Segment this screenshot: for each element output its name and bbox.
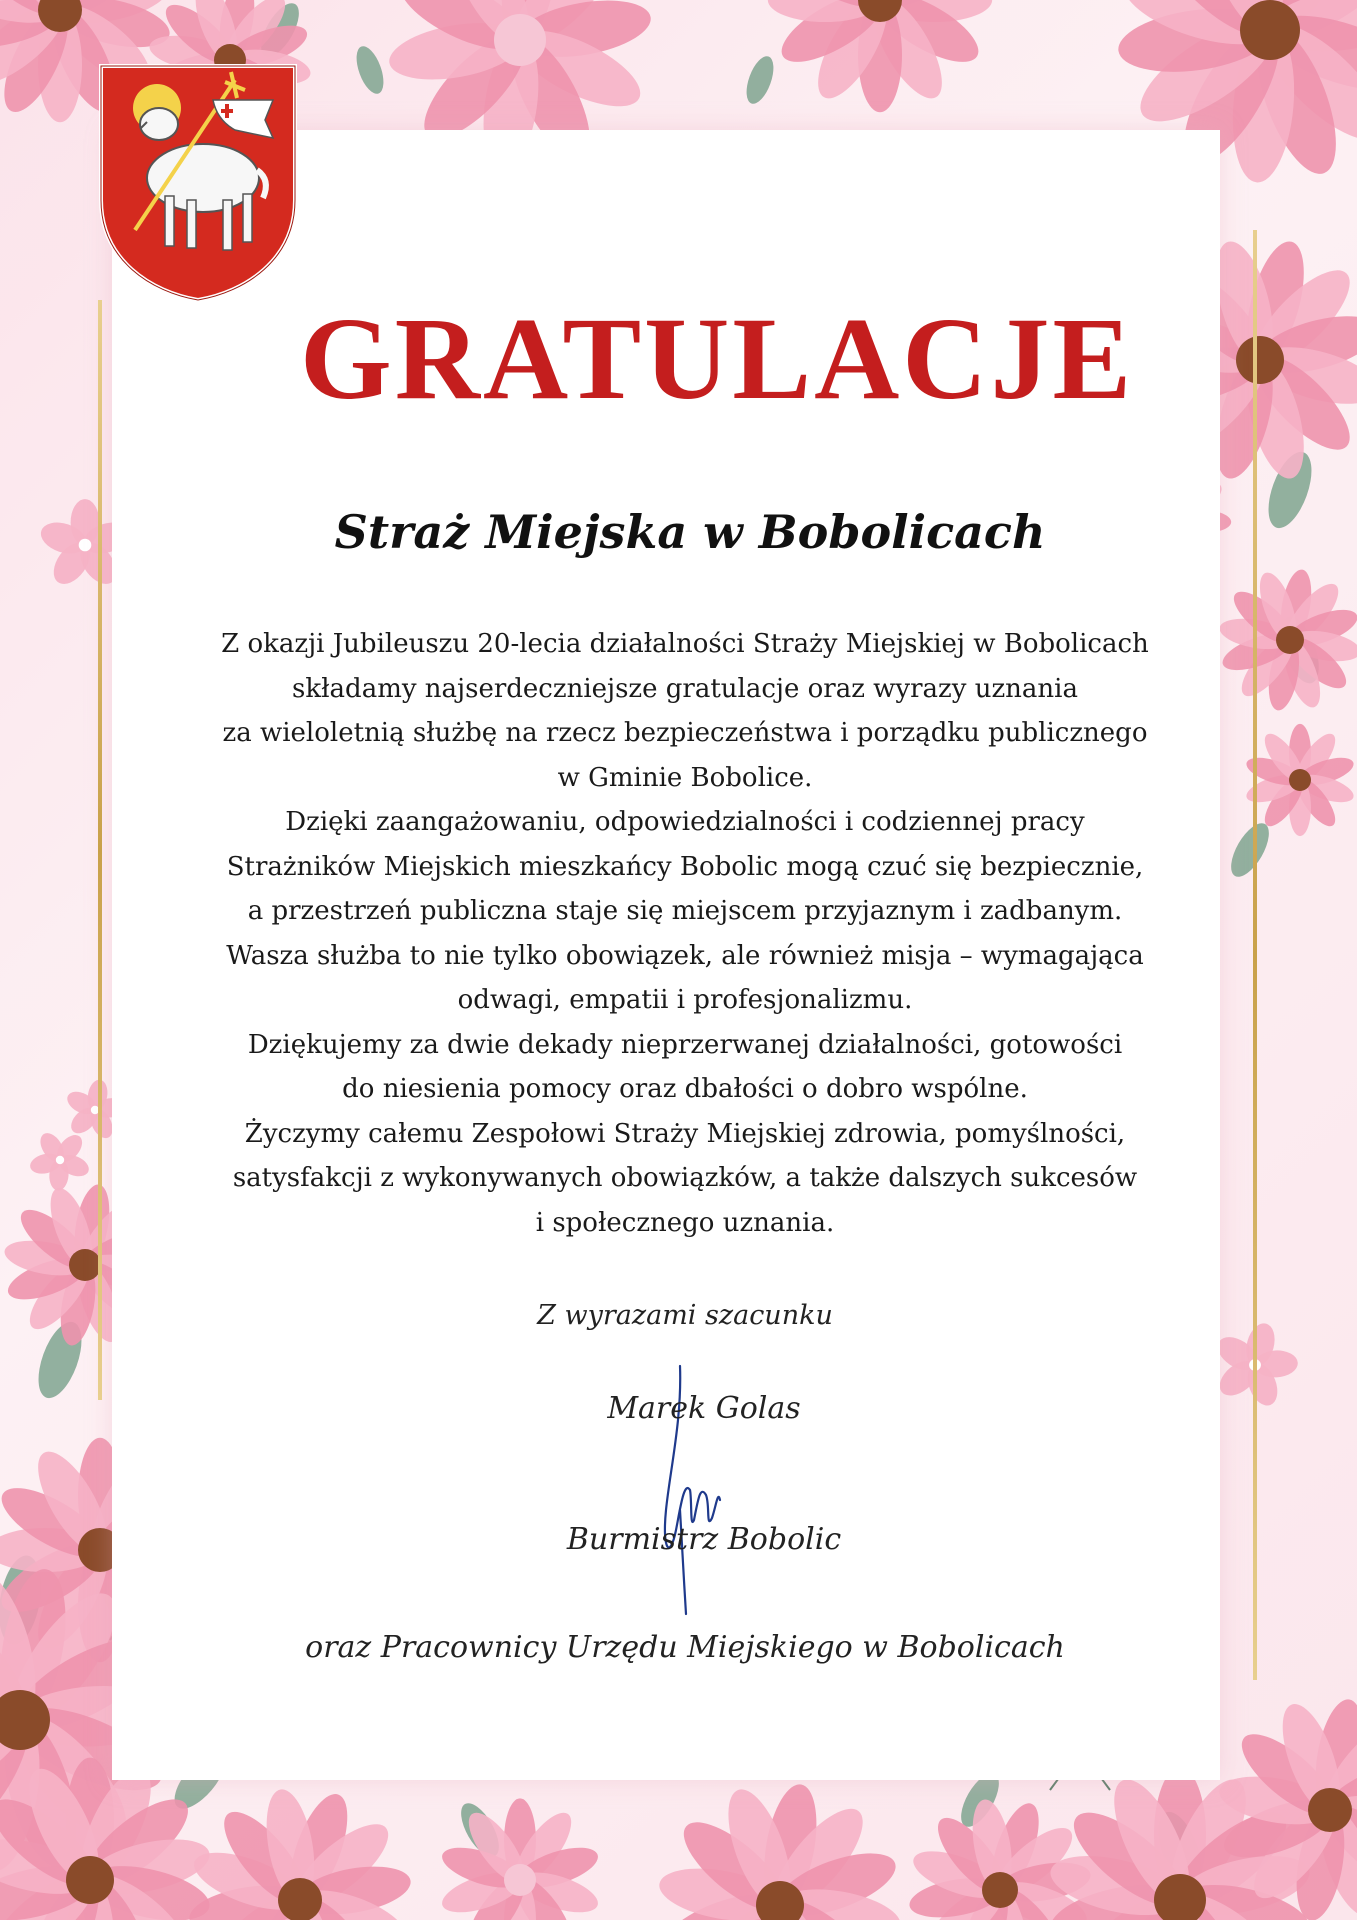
recipient-name: Straż Miejska w Bobolicach [334,505,1046,559]
body-line: Życzymy całemu Zespołowi Straży Miejskiej zdrowia, pomyślności, [244,1118,1126,1149]
small-blossom-icon [28,1129,92,1191]
gold-border-left [98,300,102,1400]
leaf-icon [351,43,389,98]
gold-border-right [1253,230,1257,1680]
body-line: odwagi, empatii i profesjonalizmu. [457,985,913,1015]
body-line: za wieloletnią służbę na rzecz bezpieczeństwa i porządku publicznego [222,718,1148,748]
body-line: do niesienia pomocy oraz dbałości o dobro wspólne. [342,1074,1028,1104]
closing-greeting: Z wyrazami szacunku [537,1300,833,1331]
body-line: Wasza służba to nie tylko obowiązek, ale również misja – wymagająca [226,940,1144,971]
body-line: satysfakcji z wykonywanych obowiązków, a także dalszych sukcesów [232,1163,1138,1193]
co-signatories: oraz Pracownicy Urzędu Miejskiego w Bobolicach [305,1630,1065,1665]
pink-flower-icon [906,1796,1093,1920]
body-line: Strażników Miejskich mieszkańcy Bobolic mogą czuć się bezpiecznie, [226,851,1144,882]
pink-flower-icon [1217,567,1357,712]
letter-body [150,622,1220,1245]
signatory-position: Burmistrz Bobolic [566,1522,842,1557]
pink-flower-icon [1243,724,1357,836]
signatory-name: Marek Golas [607,1391,801,1426]
pink-flower-icon [655,1780,904,1920]
body-line: a przestrzeń publiczna staje się miejscem przyjaznym i zadbanym. [247,896,1123,926]
body-line: Dzięki zaangażowaniu, odpowiedzialności i codziennej pracy [285,807,1085,837]
bobolice-coat-of-arms-icon [95,60,301,304]
body-line: składamy najserdeczniejsze gratulacje oraz wyrazy uznania [292,673,1078,704]
page-title: GRATULACJE [300,293,1135,424]
body-line: w Gminie Bobolice. [557,762,813,793]
leaf-icon [1224,817,1277,882]
pink-flower-icon [186,1786,415,1920]
body-line: Z okazji Jubileuszu 20-lecia działalności Straży Miejskiej w Bobolicach [221,629,1149,659]
leaf-icon [741,53,779,108]
body-line: Dziękujemy za dwie dekady nieprzerwanej działalności, gotowości [247,1029,1123,1060]
body-line: i społecznego uznania. [535,1207,835,1238]
pink-flower-icon [768,0,992,112]
